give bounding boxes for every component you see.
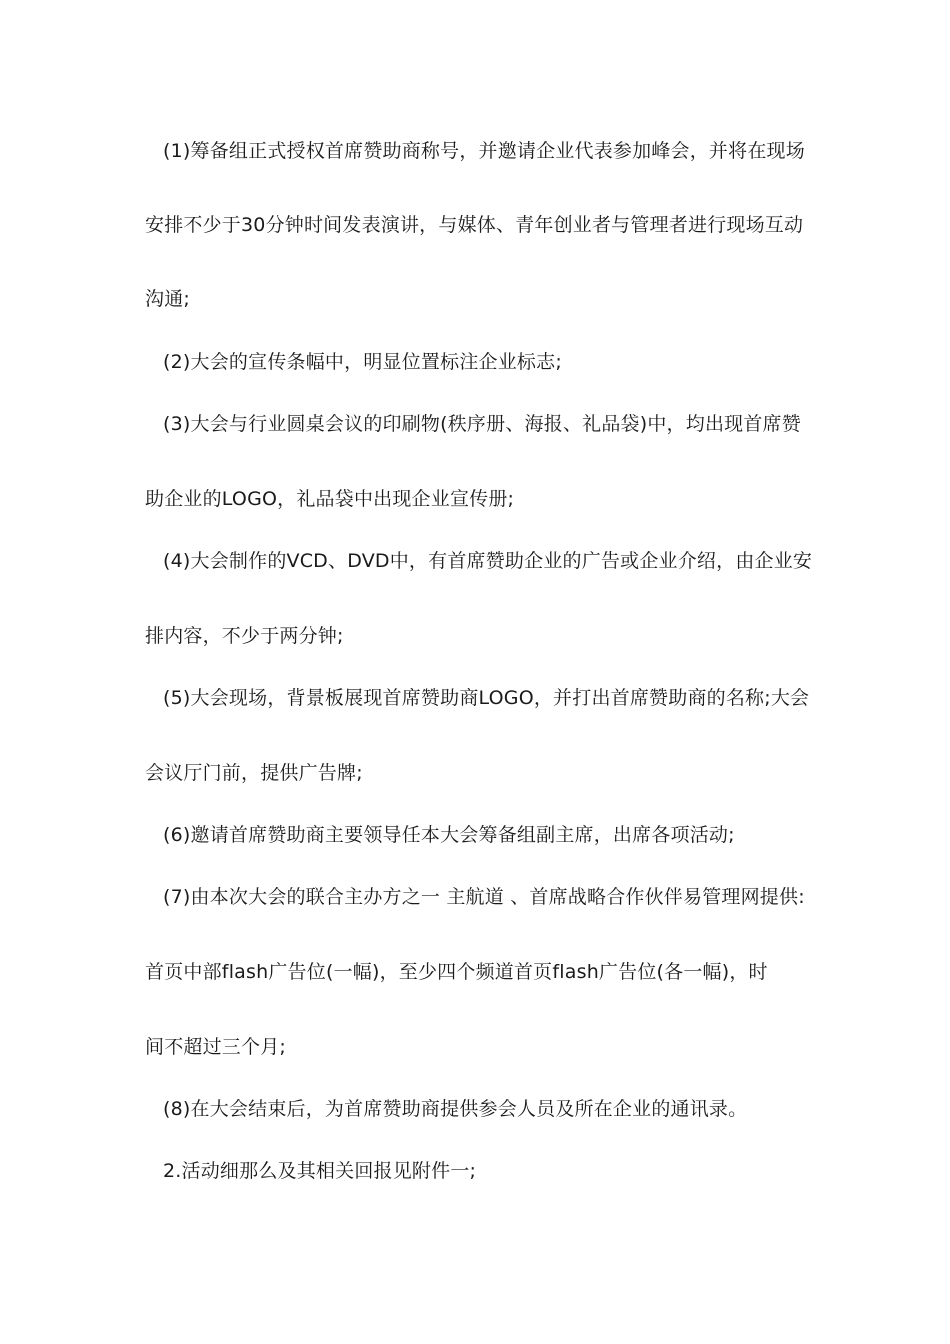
item-8-line-1: (8)在大会结束后，为首席赞助商提供参会人员及所在企业的通讯录。 [163, 1098, 748, 1120]
section-2-line-1: 2.活动细那么及其相关回报见附件一; [163, 1160, 477, 1182]
item-6-line-1: (6)邀请首席赞助商主要领导任本大会筹备组副主席，出席各项活动; [163, 824, 735, 846]
item-1-line-2: 安排不少于30分钟时间发表演讲，与媒体、青年创业者与管理者进行现场互动 [145, 214, 804, 236]
item-1-line-3: 沟通; [145, 288, 191, 310]
item-5-line-2: 会议厅门前，提供广告牌; [145, 762, 363, 784]
item-7-line-1: (7)由本次大会的联合主办方之一 主航道 、首席战略合作伙伴易管理网提供: [163, 886, 805, 908]
item-7-line-2: 首页中部flash广告位(一幅)，至少四个频道首页flash广告位(各一幅)，时 [145, 961, 768, 983]
item-2-line-1: (2)大会的宣传条幅中，明显位置标注企业标志; [163, 351, 562, 373]
item-7-line-3: 间不超过三个月; [145, 1036, 287, 1058]
item-5-line-1: (5)大会现场，背景板展现首席赞助商LOGO，并打出首席赞助商的名称;大会 [163, 687, 810, 709]
item-1-line-1: (1)筹备组正式授权首席赞助商称号，并邀请企业代表参加峰会，并将在现场 [163, 140, 805, 162]
item-4-line-1: (4)大会制作的VCD、DVD中，有首席赞助企业的广告或企业介绍，由企业安 [163, 550, 813, 572]
item-3-line-2: 助企业的LOGO，礼品袋中出现企业宣传册; [145, 488, 515, 510]
item-3-line-1: (3)大会与行业圆桌会议的印刷物(秩序册、海报、礼品袋)中，均出现首席赞 [163, 413, 801, 435]
item-4-line-2: 排内容，不少于两分钟; [145, 625, 344, 647]
